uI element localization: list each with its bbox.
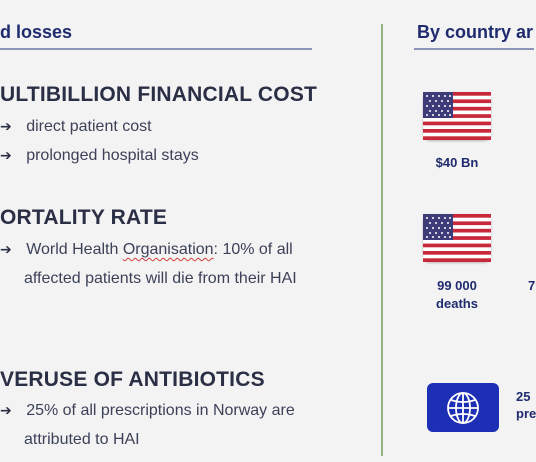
section-title-mortality-rate: ORTALITY RATE <box>0 206 168 229</box>
right-heading-rule <box>414 48 534 50</box>
globe-icon <box>427 383 499 432</box>
arrow-icon: ➔ <box>0 118 12 134</box>
us-cost-figure: $40 Bn <box>435 155 479 170</box>
section-title-financial-cost: ULTIBILLION FINANCIAL COST <box>0 83 318 106</box>
bullet-prescriptions: ➔ 25% of all prescriptions in Norway are <box>0 402 295 419</box>
us-flag-icon <box>423 92 491 140</box>
section-title-antibiotics: VERUSE OF ANTIBIOTICS <box>0 368 265 391</box>
left-heading-rule <box>0 48 312 50</box>
spellcheck-word: Organisation <box>122 241 214 258</box>
bullet-direct-patient-cost: ➔ direct patient cost <box>0 118 152 135</box>
bullet-prescriptions-cont: attributed to HAI <box>24 431 140 448</box>
arrow-icon: ➔ <box>0 147 12 163</box>
arrow-icon: ➔ <box>0 241 12 257</box>
us-deaths-unit: deaths <box>436 296 478 311</box>
right-section-heading: By country ar <box>417 22 534 42</box>
us-deaths-figure: 99 000 <box>437 278 477 293</box>
left-section-heading: d losses <box>0 22 73 42</box>
clipped-stat-line1: 25 <box>516 389 531 404</box>
bullet-prolonged-stays: ➔ prolonged hospital stays <box>0 147 199 164</box>
column-divider <box>381 24 383 456</box>
bullet-who-statement: ➔ World Health Organisation: 10% of all <box>0 241 293 258</box>
bullet-who-statement-cont: affected patients will die from their HAI <box>24 270 297 287</box>
clipped-stat-line2: pre <box>516 406 536 421</box>
arrow-icon: ➔ <box>0 402 12 418</box>
us-flag-icon <box>423 214 491 262</box>
clipped-figure: 7 <box>528 278 536 293</box>
